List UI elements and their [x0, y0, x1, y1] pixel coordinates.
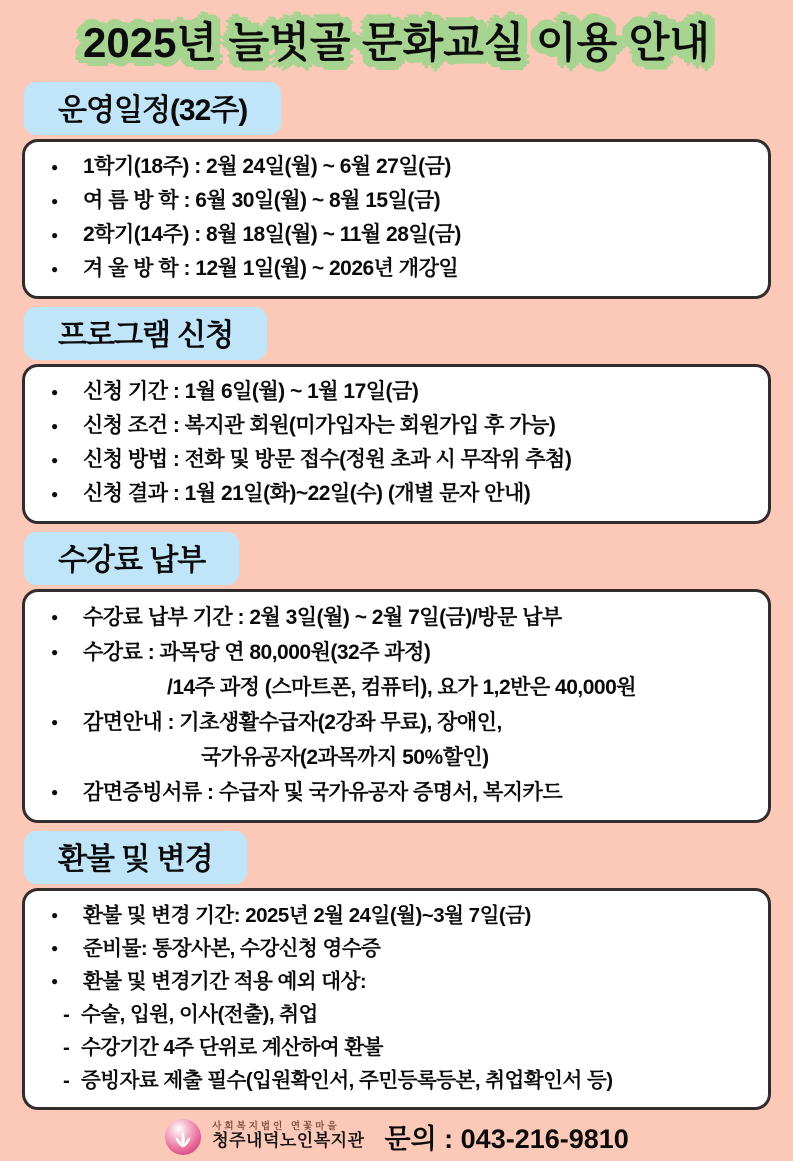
list-item: ● 신청 방법 : 전화 및 방문 접수(정원 초과 시 무작위 추첨) — [39, 443, 754, 477]
list-item: ● 신청 결과 : 1월 21일(화)~22일(수) (개별 문자 안내) — [39, 477, 754, 511]
list-item: ● 준비물: 통장사본, 수강신청 영수증 — [39, 932, 754, 965]
contact-phone: 문의 : 043-216-9810 — [384, 1124, 629, 1154]
list-item: ● 겨 울 방 학 : 12월 1일(월) ~ 2026년 개강일 — [39, 252, 754, 286]
list-item: ● 수강료 납부 기간 : 2월 3일(월) ~ 2월 7일(금)/방문 납부 — [39, 600, 754, 635]
list-item: ● 환불 및 변경기간 적용 예외 대상: — [39, 965, 754, 998]
list-item: ● 신청 조건 : 복지관 회원(미가입자는 회원가입 후 가능) — [39, 409, 754, 443]
list-item: ● 감면증빙서류 : 수급자 및 국가유공자 증명서, 복지카드 — [39, 775, 754, 810]
list-item: ● 2학기(14주) : 8월 18일(월) ~ 11월 28일(금) — [39, 218, 754, 252]
page-title: 2025년 늘벗골 문화교실 이용 안내 — [83, 19, 710, 66]
list-item: ● 1학기(18주) : 2월 24일(월) ~ 6월 27일(금) — [39, 150, 754, 184]
list-item: ● 신청 기간 : 1월 6일(월) ~ 1월 17일(금) — [39, 375, 754, 409]
section-schedule — [0, 74, 793, 299]
sub-list-item: - 수강기간 4주 단위로 계산하여 환불 — [39, 1031, 754, 1064]
sub-list-item: - 수술, 입원, 이사(전출), 취업 — [39, 998, 754, 1031]
lotus-logo-icon — [164, 1118, 202, 1156]
footer — [0, 1117, 793, 1156]
info-box-refund — [22, 888, 771, 1110]
info-box-schedule — [22, 139, 771, 299]
section-tuition — [0, 524, 793, 823]
organization — [212, 1122, 364, 1151]
organization-name-label: 청주내덕노인복지관 — [212, 1131, 365, 1151]
list-item: 국가유공자(2과목까지 50%할인) — [201, 746, 489, 769]
organization-parent-label: 사회복지법인 연꽃마을 — [212, 1120, 340, 1132]
section-header-schedule: 운영일정(32주) — [24, 82, 281, 135]
info-box-application — [22, 364, 771, 524]
section-header-application: 프로그램 신청 — [24, 307, 267, 360]
list-item: ● 수강료 : 과목당 연 80,000원(32주 과정) — [39, 635, 754, 670]
list-item: ● 환불 및 변경 기간: 2025년 2월 24일(월)~3월 7일(금) — [39, 899, 754, 932]
section-header-refund: 환불 및 변경 — [24, 831, 247, 884]
list-item: /14주 과정 (스마트폰, 컴퓨터), 요가 1,2반은 40,000원 — [167, 676, 637, 699]
list-item: ● 감면안내 : 기초생활수급자(2강좌 무료), 장애인, — [39, 705, 754, 740]
sub-list-item: - 증빙자료 제출 필수(입원확인서, 주민등록등본, 취업확인서 등) — [39, 1064, 754, 1097]
section-refund — [0, 823, 793, 1110]
section-header-tuition: 수강료 납부 — [24, 532, 239, 585]
list-item: ● 여 름 방 학 : 6월 30일(월) ~ 8월 15일(금) — [39, 184, 754, 218]
info-box-tuition — [22, 589, 771, 823]
section-application — [0, 299, 793, 524]
